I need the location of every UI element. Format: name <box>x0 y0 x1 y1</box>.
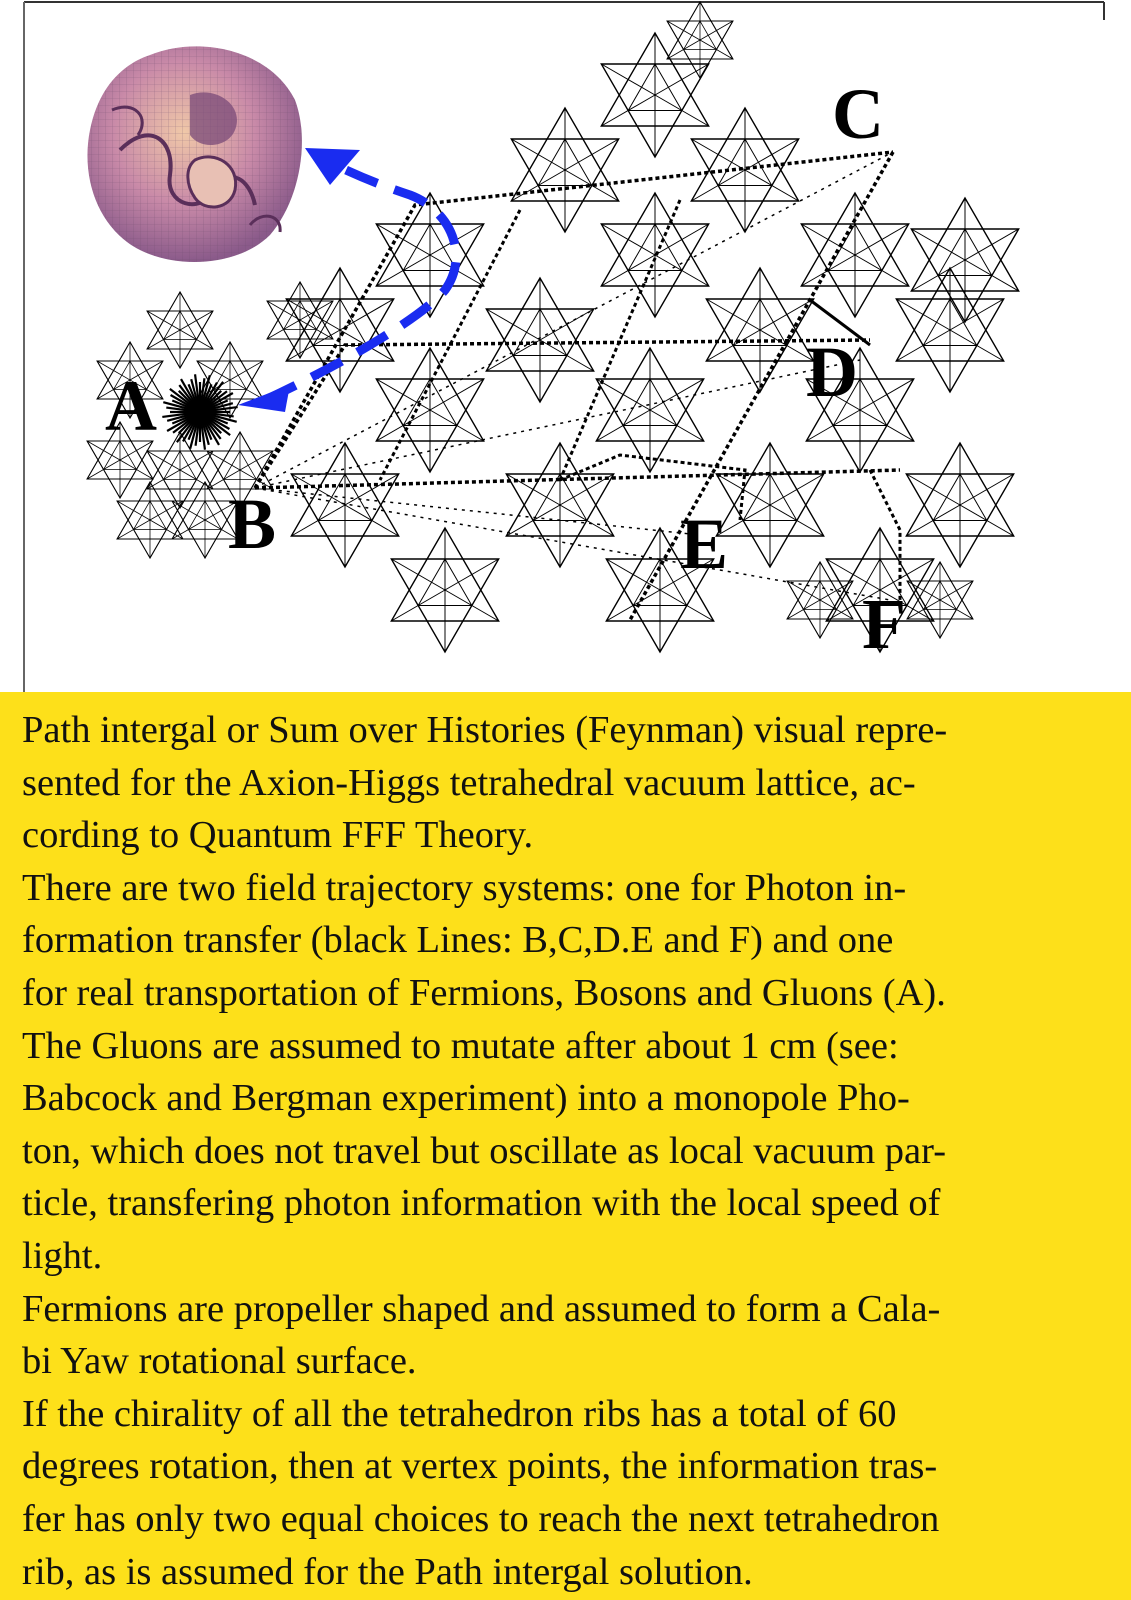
caption-paragraph-1: Path intergal or Sum over Histories (Feynman) visual repre- sented for the Axion-Higgs tetrahedral vacuum lattice, ac- cording to Quantum FFF Theory. <box>22 709 948 857</box>
path-grid-2 <box>560 200 680 480</box>
arrow-head-up-icon <box>305 148 360 185</box>
tetrahedron-star <box>147 292 213 368</box>
label-f: F <box>862 584 906 664</box>
label-a: A <box>105 366 157 446</box>
caption-paragraph-2: There are two field trajectory systems: one for Photon in- formation transfer (black Lines: B,C,D.E and F) and one for real transportation of Fermions, Bosons and Gluons (A). <box>22 866 946 1014</box>
tetrahedron-star <box>787 562 853 638</box>
label-d: D <box>806 332 858 412</box>
tetrahedron-star <box>906 443 1013 567</box>
tetrahedron-star <box>907 562 973 638</box>
caption-paragraph-3: The Gluons are assumed to mutate after about 1 cm (see: Babcock and Bergman experiment) into a monopole Pho- ton, which does not travel but oscillate as local vacuum par- ticle, transfering photon information with the local speed of light. <box>22 1024 947 1277</box>
thin-path-bc <box>255 152 893 488</box>
tetrahedron-star <box>391 528 498 652</box>
calabi-yau-surface <box>87 46 301 262</box>
thin-path-bd <box>255 360 860 488</box>
caption-paragraph-4: Fermions are propeller shaped and assumed to form a Cala- bi Yaw rotational surface. <box>22 1287 941 1383</box>
tetrahedron-star <box>896 268 1003 392</box>
tetrahedron-star <box>911 198 1018 322</box>
lattice-figure <box>0 0 1131 692</box>
tetrahedron-star <box>716 443 823 567</box>
tetrahedron-star <box>117 482 183 558</box>
label-e: E <box>680 504 729 584</box>
caption-panel <box>0 692 1131 1600</box>
tetrahedron-star <box>667 2 733 78</box>
tetrahedron-star <box>486 278 593 402</box>
thin-path-bf <box>255 488 890 600</box>
photon-information-paths <box>255 152 900 620</box>
tetrahedron-star <box>596 348 703 472</box>
tetrahedron-star <box>801 193 908 317</box>
label-c: C <box>832 74 884 154</box>
label-b: B <box>228 484 277 564</box>
tetrahedron-star <box>506 443 613 567</box>
starburst-icon <box>162 374 237 449</box>
tetrahedron-star <box>601 193 708 317</box>
caption-paragraph-5: If the chirality of all the tetrahedron ribs has a total of 60 degrees rotation, then at vertex points, the information tras- fer has only two equal choices to reach the next tetrahedron rib, as is assumed for the Path intergal solution. <box>22 1392 940 1593</box>
lattice-diagram <box>0 0 1131 692</box>
